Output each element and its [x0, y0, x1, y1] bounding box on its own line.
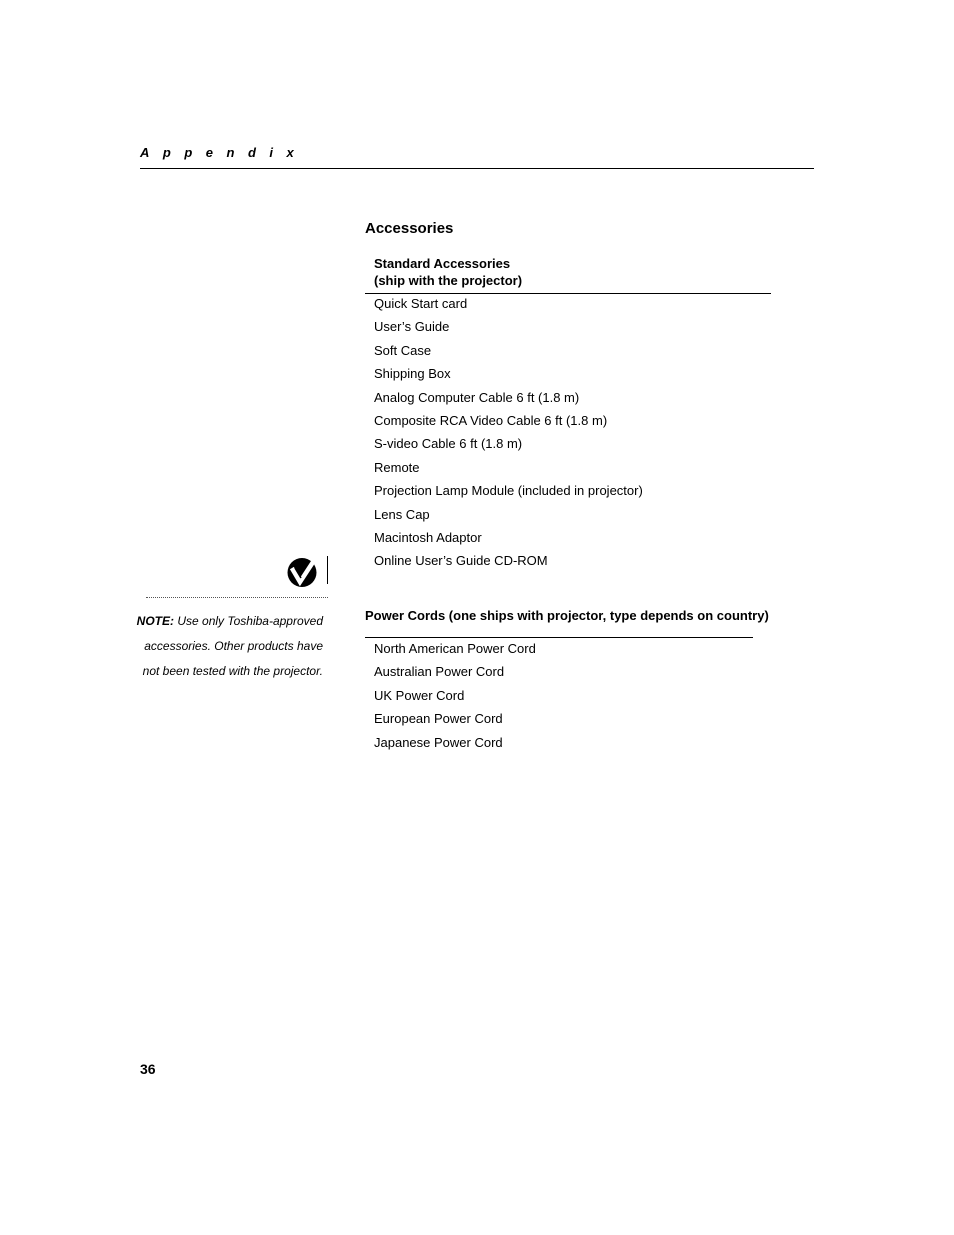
note-label: NOTE: — [136, 614, 174, 628]
list-item: Composite RCA Video Cable 6 ft (1.8 m) — [374, 412, 608, 428]
page-number: 36 — [140, 1061, 156, 1077]
list-item: Macintosh Adaptor — [374, 529, 482, 545]
list-item: Lens Cap — [374, 506, 430, 522]
standard-header-line1: Standard Accessories — [374, 256, 511, 271]
list-item: North American Power Cord — [374, 641, 536, 656]
section-title: Accessories — [365, 220, 454, 237]
list-item: Soft Case — [374, 342, 432, 358]
running-title: Appendix — [140, 145, 308, 160]
side-note — [136, 609, 323, 684]
list-item: UK Power Cord — [374, 687, 465, 703]
standard-header-line2: (ship with the projector) — [374, 273, 523, 288]
power-cords-title: Power Cords (one ships with projector, type depends on country) — [365, 608, 769, 623]
standard-accessories-header — [374, 255, 522, 289]
list-item: European Power Cord — [374, 711, 503, 727]
list-item: Projection Lamp Module (included in projector) — [374, 483, 643, 499]
list-item: Remote — [374, 459, 420, 475]
list-item: Japanese Power Cord — [374, 734, 503, 750]
list-item: S-video Cable 6 ft (1.8 m) — [374, 436, 523, 452]
list-item: Analog Computer Cable 6 ft (1.8 m) — [374, 389, 580, 405]
list-item: Australian Power Cord — [374, 664, 505, 680]
note-body: Use only Toshiba-approved accessories. Other products have not been tested with the projector. — [142, 614, 323, 678]
power-cords-list — [374, 637, 536, 754]
standard-accessories-list — [374, 292, 643, 573]
list-item: Online User’s Guide CD-ROM — [374, 553, 548, 569]
list-item: User’s Guide — [374, 319, 450, 335]
check-note-icon — [286, 556, 320, 588]
note-dotted-rule — [146, 597, 328, 598]
note-marker-bar — [327, 556, 328, 584]
header-rule — [140, 168, 814, 169]
list-item: Shipping Box — [374, 366, 451, 382]
list-item: Quick Start card — [374, 296, 468, 311]
